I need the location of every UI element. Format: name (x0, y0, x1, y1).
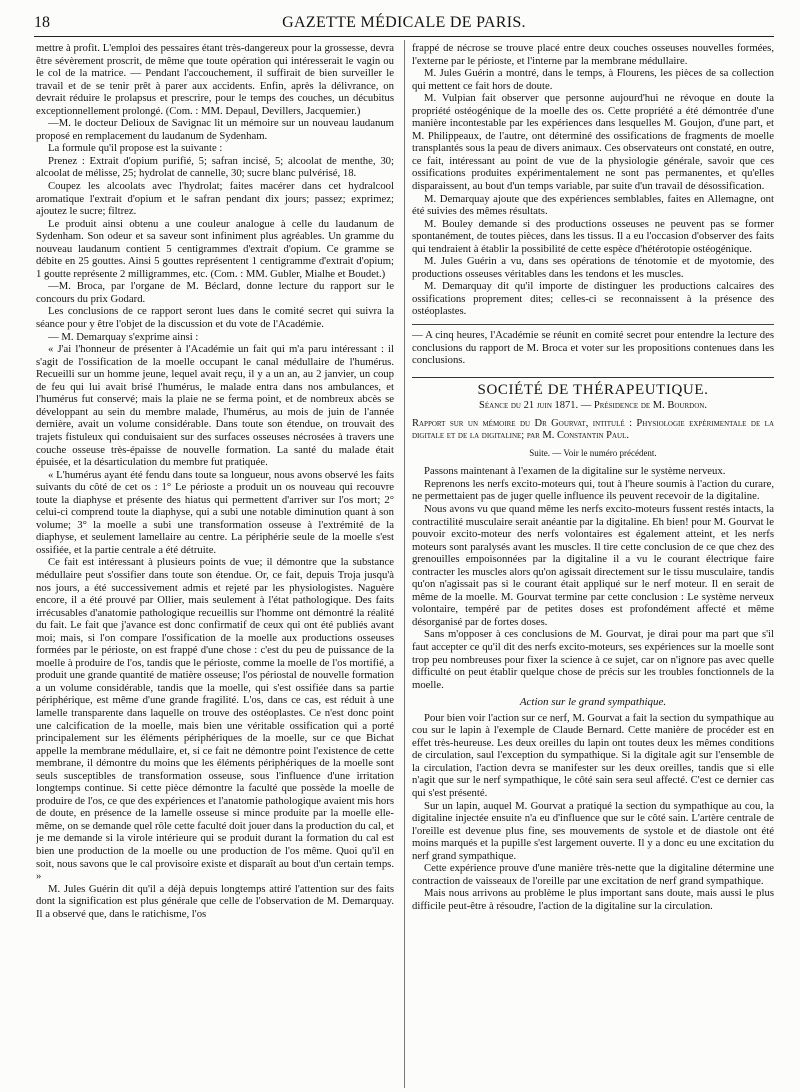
paragraph: frappé de nécrose se trouve placé entre deux couches osseuses nouvelles formées, l'externe par le périoste, et l'interne par la membrane médullaire. (412, 42, 774, 67)
paragraph: M. Jules Guérin a vu, dans ses opérations de ténotomie et de myotomie, des productions osseuses véritables dans les tendons et les muscles. (412, 255, 774, 280)
paragraph: Le produit ainsi obtenu a une couleur analogue à celle du laudanum de Sydenham. Son odeur et sa saveur sont infiniment plus agréables. Un gramme du nouveau laudanum contient 5 centigrammes d'extrait d'opium. Ce gramme se débite en 25 gouttes. Ainsi 5 gouttes représentent 1 centigramme d'extrait d'opium; 1 goutte représente 2 milligrammes, etc. (Com. : MM. Gubler, Mialhe et Boudet.) (36, 217, 394, 280)
section-title: SOCIÉTÉ DE THÉRAPEUTIQUE. (412, 377, 774, 397)
paragraph: Pour bien voir l'action sur ce nerf, M. Gourvat a fait la section du sympathique au cou sur le lapin à l'exemple de Claude Bernard. Cette manière de procéder est en effet très-heureuse. Les deux oreilles du lapin ont toutes deux les mêmes conditions de circulation, saul l'exception du sympathique. Si la digitale agit sur l'ensemble de la circulation, l'action devra se manifester sur les deux oreilles, tandis que si elle n'agit que sur le nerf sympathique, le côté sain sera seul affecté. C'est ce dernier cas qui s'est présenté. (412, 711, 774, 799)
paragraph: Nous avons vu que quand même les nerfs excito-moteurs fussent restés intacts, la contractilité musculaire serait anéantie par la digitaline. Eh bien! pour M. Gourvat le pouvoir excito-moteur des nerfs volontaires est également atteint, et les nerfs moteurs sont paralysés avant les muscles. Il tire cette conclusion de ce que chez des grenouilles empoisonnées par la digitaline il a vu le courant électrique faire contracter les muscles alors qu'on agissait directement sur le tissu musculaire, tandis qu'on n'agissait pas si le courant était appliqué sur le nerf moteur. Il en serait de même de la moelle. M. Gourvat termine par cette conclusion : Le système nerveux volontaire, tempéré par de petites doses est profondément affecté et même désorganisé par de fortes doses. (412, 502, 774, 628)
page-number: 18 (34, 14, 50, 31)
paragraph: La formule qu'il propose est la suivante : (48, 142, 223, 155)
paragraph: Passons maintenant à l'examen de la digitaline sur le système nerveux. (424, 465, 726, 478)
paragraph: Prenez : Extrait d'opium purifié, 5; safran incisé, 5; alcoolat de menthe, 30; alcoolat de mélisse, 25; hydrolat de cannelle, 30; sucre blanc pulvérisé, 18. (36, 154, 394, 180)
paragraph: Ce fait est intéressant à plusieurs points de vue; il démontre que la substance médullaire peut s'ossifier dans toute son étendue. Or, ce fait, depuis Troja jusqu'à nos jours, a été successivement admis et rejeté par les physiologistes. Naguère encore, il a été prouvé par Ollier, mais seulement à l'état pathologique. Des faits irrécusables d'anatomie pathologique recueillis sur l'homme ont démontré la réalité du fait. Le fait que j'avance est donc confirmatif de ceux qui ont été publiés avant moi; mais, si l'on compare l'ossification de la moelle aux productions osseuses formées par le périoste, on est frappé d'une chose : c'est du peu de puissance de la moelle à produire de l'os, tandis que le périoste, comme la moelle de l'os mortifié, a produit une grande quantité de matière osseuse; l'os périostal de nouvelle formation a un volume considérable, tandis que la moelle, qui s'est ossifiée dans sa partie périphérique, est même d'une grande fragilité. L'os, dans ce cas, est réduit à une lamelle transparente dans laquelle on trouve des ostéoplastes. Ce n'est donc point une calcification de la moelle, mais bien une véritable ossification qui a porté principalement sur les éléments périphériques de la moelle, sur ce que Bichat appelle la membrane médullaire, et, si ce fait ne démontre point l'existence de cette membrane, il démontre du moins que les éléments périphériques de la moelle sont seuls susceptibles de transformation osseuse, sous l'influence d'une irritation longtemps continue. Si cette pièce démontre la faculté que possède la moelle de produire de l'os, ce que des expériences et l'anatomie pathologique avaient mis hors de doute, en présence de la lamelle osseuse si mince produite par la moelle elle-même, on se demande quel rôle cette faculté doit jouer dans la production du cal, et je me demande si la virole intérieure qui se produit durant la formation du cal est bien une production de la moelle ou une production de l'os même. Quoi qu'il en soit, nous savons que le cal provisoire existe et disparaît au bout d'un certain temps. » (36, 556, 394, 883)
paragraph: M. Bouley demande si des productions osseuses ne peuvent pas se former spontanément, de toutes pièces, dans les tissus. Il a eu l'occasion d'observer des faits qui tendraient à établir la possibilité de cette espèce d'hétérotopie ostéogénique. (412, 217, 774, 255)
left-column (36, 42, 394, 1088)
right-column (412, 42, 774, 1088)
paragraph: M. Demarquay dit qu'il importe de distinguer les productions calcaires des ossifications proprement dites; celles-ci se reconnaissent à la présence des ostéoplastes. (412, 280, 774, 318)
journal-title: GAZETTE MÉDICALE DE PARIS. (282, 14, 526, 31)
paragraph: —M. Broca, par l'organe de M. Béclard, donne lecture du rapport sur le concours du prix Godard. (36, 280, 394, 305)
paragraph: Reprenons les nerfs excito-moteurs qui, tout à l'heure soumis à l'action du curare, ne permettaient pas de juger quelle influence ils peuvent recevoir de la digitaline. (412, 477, 774, 503)
report-title: Rapport sur un mémoire du Dr Gourvat, intitulé : Physiologie expérimentale de la digitale et de la digitaline; par M. Constantin Paul. (412, 417, 774, 442)
paragraph: mettre à profit. L'emploi des pessaires étant très-dangereux pour la grossesse, devra être sévèrement proscrit, de même que toute opération qui intéresserait le vagin ou le col de la matrice. — Pendant l'accouchement, il suffirait de bien surveiller le travail et de se tenir prêt à parer aux accidents. Enfin, après la délivrance, on devrait réduire le prolapsus et prescrire, pour le temps des couches, un décubitus exceptionnellement prolongé. (Com. : MM. Depaul, Devillers, Jacquemier.) (36, 42, 394, 117)
header-rule (34, 36, 774, 37)
paragraph: « L'humérus ayant été fendu dans toute sa longueur, nous avons observé les faits suivants du côté de cet os : 1° Le périoste a produit un os nouveau qui recouvre toute la diaphyse et présente des hiatus qui permettent d'arriver sur l'os mort; 2° celui-ci comprend toute la diaphyse, qui a subi une notable diminution quant à son volume; 3° la moelle a subi une transformation osseuse à l'extrémité de la diaphyse, et seulement lamellaire au centre. La périphérie seule de la moelle s'est ossifiée, et la partie centrale a été détruite. (36, 468, 394, 556)
paragraph: — M. Demarquay s'exprime ainsi : (48, 330, 199, 343)
paragraph: Cette expérience prouve d'une manière très-nette que la digitaline détermine une contraction de vaisseaux de l'oreille par une excitation de nerf grand sympathique. (412, 862, 774, 887)
page-header (34, 12, 774, 36)
continuation-note: Suite. — Voir le numéro précédent. (529, 447, 657, 458)
seance-line: Séance du 21 juin 1871. — Présidence de M. Bourdon. (479, 400, 707, 412)
paragraph: Les conclusions de ce rapport seront lues dans le comité secret qui suivra la séance pour y être l'objet de la discussion et du vote de l'Académie. (36, 305, 394, 331)
column-divider (404, 40, 405, 1088)
subheading: Action sur le grand sympathique. (519, 696, 667, 709)
paragraph: M. Jules Guérin a montré, dans le temps, à Flourens, les pièces de sa collection qui mettent ce fait hors de doute. (412, 67, 774, 92)
paragraph: M. Demarquay ajoute que des expériences semblables, faites en Allemagne, ont été suivies des mêmes résultats. (412, 192, 774, 218)
paragraph: Sans m'opposer à ces conclusions de M. Gourvat, je dirai pour ma part que s'il faut accepter ce qu'il dit des nerfs excito-moteurs, ses expériences sur la moelle sont trop peu nombreuses pour fixer la science à ce sujet, car on n'ignore pas avec quelle difficulté on peut établir quelque chose de précis sur les troubles fonctionnels de la moelle. (412, 628, 774, 691)
paragraph: Coupez les alcoolats avec l'hydrolat; faites macérer dans cet hydralcool aromatique l'extrait d'opium et le safran pendant dix jours; passez; exprimez; ajoutez le sucre; filtrez. (36, 180, 394, 218)
paragraph: « J'ai l'honneur de présenter à l'Académie un fait qui m'a paru intéressant : il s'agit de l'ossification de la moelle occupant le canal médullaire de l'humérus. Recueilli sur un homme jeune, lequel avait reçu, il y a un an, au 2 janvier, un coup de feu qui lui avait brisé l'humérus, le malade entra dans nos ambulances, et l'humérus fut conservé; mais la plaie ne se ferma point, et de nombreux abcès se développant au sein du membre malade, l'humérus, au mois de juin de l'année dernière, avait un volume considérable. Dans toute son étendue, on trouvait des trajets fistuleux qui conduisaient sur des surfaces osseuses nécrosées à travers une couche osseuse très-épaisse de nouvelle formation. La santé du malade était épuisée, et la désarticulation du membre fut pratiquée. (36, 343, 394, 469)
paragraph: Mais nous arrivons au problème le plus important sans doute, mais aussi le plus difficile peut-être à résoudre, l'action de la digitaline sur la circulation. (412, 887, 774, 912)
paragraph: — A cinq heures, l'Académie se réunit en comité secret pour entendre la lecture des conclusions du rapport de M. Broca et voter sur les propositions contenues dans les conclusions. (412, 324, 774, 367)
paragraph: —M. le docteur Delioux de Savignac lit un mémoire sur un nouveau laudanum proposé en remplacement du laudanum de Sydenham. (36, 117, 394, 142)
paragraph: M. Vulpian fait observer que personne aujourd'hui ne révoque en doute la propriété ostéogénique de la moelle des os. Cette propriété a été démontrée d'une manière incontestable par les expériences dans lesquelles M. Goujon, d'une part, et M. Philippeaux, de l'autre, ont déterminé des ossifications de fragments de moelle transplantés sous la peau de divers animaux. Ces observateurs ont constaté, en outre, ce fait, intéressant au point de vue de la physiologie générale, savoir que ces ossifications produites expérimentalement ne sont pas permanentes, et qu'elles disparaissent, au bout d'un temps variable, par suite d'un travail de désossification. (412, 92, 774, 193)
paragraph: M. Jules Guérin dit qu'il a déjà depuis longtemps attiré l'attention sur des faits dont la signification est plus générale que celle de l'observation de M. Demarquay. Il a observé que, dans le ratichisme, l'os (36, 882, 394, 920)
paragraph: Sur un lapin, auquel M. Gourvat a pratiqué la section du sympathique au cou, la digitaline injectée ensuite n'a eu d'influence que sur le côté sain. L'artère centrale de l'oreille est devenue plus fine, ses mouvements de systole et de diastole ont été moins marqués et la pupille s'est largement ouverte. Il y a donc eu une excitation du nerf grand sympathique. (412, 799, 774, 862)
